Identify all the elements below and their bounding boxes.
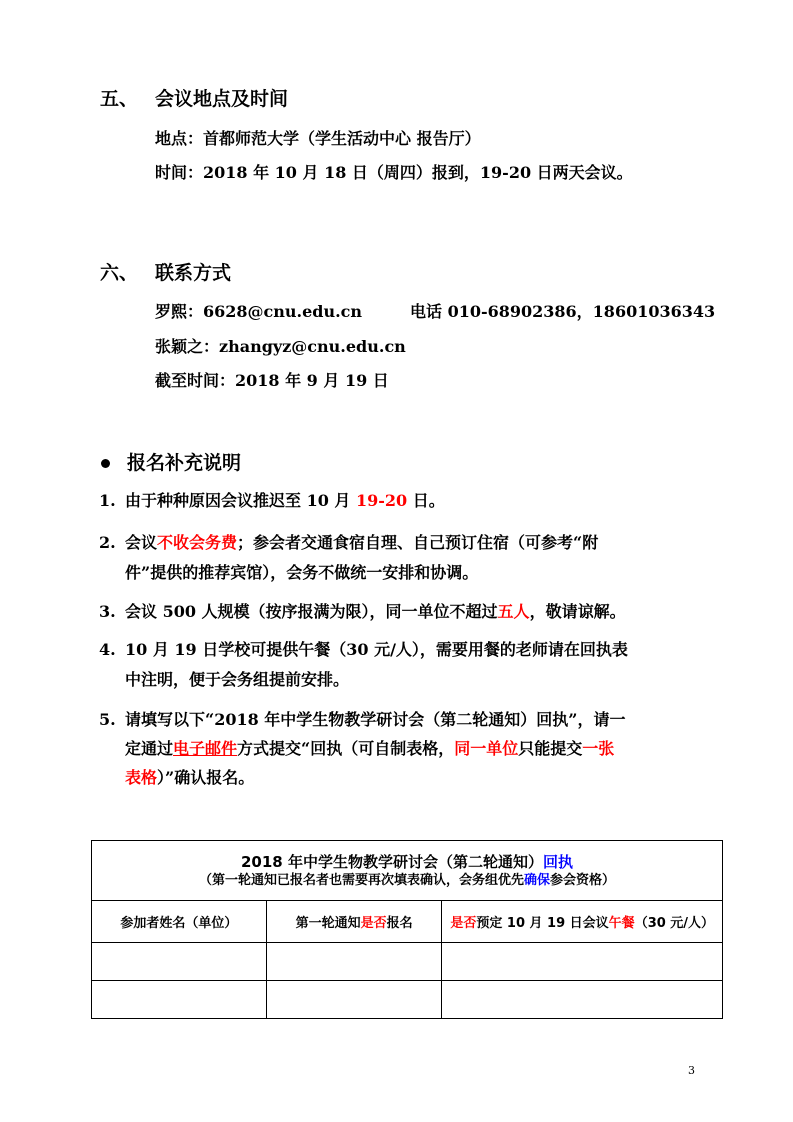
item-5-number: 5. [99, 710, 116, 729]
item-4-number: 4. [99, 640, 116, 659]
deadline-line: 截至时间：2018 年 9 月 19 日 [155, 371, 389, 390]
bullet-dot [101, 459, 110, 468]
item-5-line-2: 定通过电子邮件方式提交“回执（可自制表格，同一单位只能提交一张 [125, 739, 615, 758]
table-row [92, 981, 723, 1019]
item-3-number: 3. [99, 602, 116, 621]
table-row [92, 943, 723, 981]
time-line: 时间：2018 年 10 月 18 日（周四）报到，19-20 日两天会议。 [155, 163, 633, 182]
section6-number: 六、 [100, 262, 139, 284]
name-cell[interactable] [92, 981, 267, 1019]
section6-title: 联系方式 [155, 262, 232, 284]
col-header-lunch: 是否预定 10 月 19 日会议午餐（30 元/人） [442, 901, 723, 943]
form-word-highlight: 表格 [125, 768, 158, 787]
lunch-cell[interactable] [442, 943, 723, 981]
contact-phone: 电话 010-68902386，18601036343 [410, 302, 716, 321]
section5-number: 五、 [100, 88, 139, 110]
form-subtitle-highlight: 确保 [523, 872, 550, 888]
form-title-highlight: 回执 [542, 852, 573, 871]
section5-title: 会议地点及时间 [155, 88, 289, 110]
item-4-line-2: 中注明，便于会务组提前安排。 [125, 670, 350, 689]
lunch-cell[interactable] [442, 981, 723, 1019]
item-2-line-1: 会议不收会务费；参会者交通食宿自理、自己预订住宿（可参考“附 [125, 533, 599, 552]
first-round-cell[interactable] [266, 981, 442, 1019]
venue-line: 地点：首都师范大学（学生活动中心 报告厅） [155, 129, 481, 148]
item-2-line-2: 件”提供的推荐宾馆），会务不做统一安排和协调。 [125, 563, 479, 582]
form-title-cell [92, 841, 723, 901]
form-title-row [92, 841, 723, 901]
item-5-line-3: 表格）”确认报名。 [125, 768, 255, 787]
receipt-form-table [91, 840, 723, 1019]
item-3-line: 会议 500 人规模（按序报满为限），同一单位不超过五人，敬请谅解。 [125, 602, 626, 621]
item-1-date-highlight: 19-20 [355, 491, 408, 510]
email-highlight: 电子邮件 [173, 739, 238, 758]
item-5-line-1: 请填写以下“2018 年中学生物教学研讨会（第二轮通知）回执”，请一 [125, 710, 626, 729]
page-number: 3 [688, 1064, 695, 1077]
same-unit-highlight: 同一单位 [454, 739, 519, 758]
supplement-title: 报名补充说明 [127, 452, 242, 474]
one-form-highlight: 一张 [582, 739, 615, 758]
item-1-number: 1. [99, 491, 116, 510]
form-header-row [92, 901, 723, 943]
item-2-fee-highlight: 不收会务费 [157, 533, 238, 552]
form-subtitle: （第一轮通知已报名者也需要再次填表确认，会务组优先确保参会资格） [198, 872, 616, 888]
item-3-limit-highlight: 五人 [497, 602, 530, 621]
col-header-first-round: 第一轮通知是否报名 [266, 901, 442, 943]
first-round-cell[interactable] [266, 943, 442, 981]
contact-zhang: 张颖之：zhangyz@cnu.edu.cn [155, 337, 406, 356]
contact-luo: 罗熙：6628@cnu.edu.cn [155, 302, 363, 321]
form-title: 2018 年中学生物教学研讨会（第二轮通知）回执 [241, 852, 573, 871]
item-2-number: 2. [99, 533, 116, 552]
col-header-name: 参加者姓名（单位） [92, 901, 267, 943]
item-4-line-1: 10 月 19 日学校可提供午餐（30 元/人），需要用餐的老师请在回执表 [125, 640, 628, 659]
name-cell[interactable] [92, 943, 267, 981]
item-1-line: 由于种种原因会议推迟至 10 月 19-20 日。 [125, 491, 445, 510]
